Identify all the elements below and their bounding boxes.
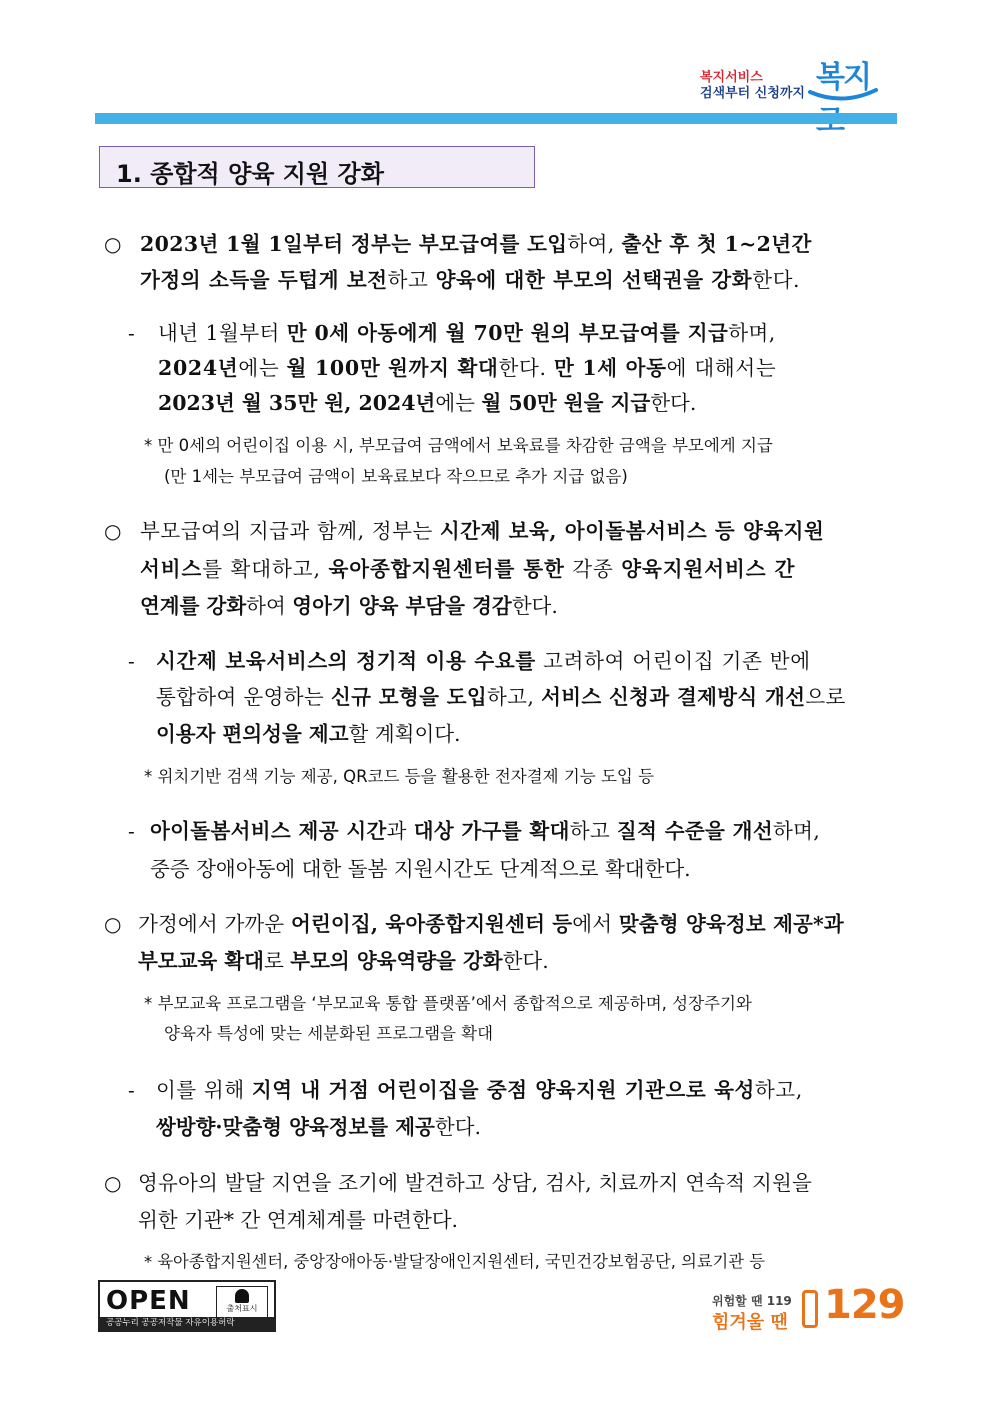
text-run: 통합하여 운영하는 <box>156 685 331 709</box>
paragraph-line <box>138 911 844 937</box>
text-run: 하고, <box>754 1078 803 1102</box>
paragraph-line <box>156 684 846 710</box>
dash-marker: - <box>128 819 135 843</box>
text-run: 으로 <box>805 685 846 709</box>
hotline-129-logo <box>712 1278 905 1336</box>
bold-text-run: 출산 후 첫 1~2년간 <box>621 232 812 256</box>
text-run: 하며, <box>728 321 776 345</box>
paragraph-line <box>140 556 795 582</box>
text-run: 한다. <box>752 268 801 292</box>
bold-text-run: 서비스 <box>140 557 203 581</box>
paragraph-line <box>150 856 691 882</box>
text-run: 내년 1월부터 <box>158 321 287 345</box>
paragraph-line <box>138 1170 812 1196</box>
text-run: 한다. <box>498 356 554 380</box>
bold-text-run: 월 100만 원까지 확대 <box>286 356 499 380</box>
bold-text-run: 질적 수준을 개선 <box>616 819 773 843</box>
paragraph-line <box>140 593 558 619</box>
brand-tagline-1: 복지서비스 <box>700 70 763 85</box>
bold-text-run: 영아기 양육 부담을 경감 <box>292 594 512 618</box>
text-run: 하고 <box>387 268 436 292</box>
header-bar <box>95 113 897 124</box>
phone-icon <box>802 1290 818 1328</box>
text-run: 중증 장애아동에 대한 돌봄 지원시간도 단계적으로 확대한다. <box>150 857 691 881</box>
text-run: 한다. <box>650 391 697 415</box>
text-run: 영유아의 발달 지연을 조기에 발견하고 상담, 검사, 치료까지 연속적 지원을 <box>138 1171 812 1195</box>
text-run: 로 <box>263 949 291 973</box>
bold-text-run: 신규 모형을 도입 <box>330 685 488 709</box>
dash-marker: - <box>128 321 135 345</box>
license-strip: 공공누리 공공저작물 자유이용허락 <box>100 1317 274 1330</box>
attribution-label: 출처표시 <box>226 1304 258 1313</box>
paragraph-line <box>158 390 696 416</box>
bold-text-run: 양육지원서비스 간 <box>621 557 796 581</box>
paragraph-line <box>138 948 549 974</box>
text-run: 하고, <box>487 685 542 709</box>
text-run: 할 계획이다. <box>348 722 461 746</box>
paragraph-line <box>158 355 776 381</box>
paragraph-line <box>140 231 812 257</box>
bold-text-run: 서비스 신청과 결제방식 개선 <box>541 685 806 709</box>
bullet-circle-icon: ○ <box>104 519 122 543</box>
bold-text-run: 만 1세 아동 <box>553 356 667 380</box>
bold-text-run: 맞춤형 양육정보 제공*과 <box>618 912 844 936</box>
text-run: 하고 <box>569 819 617 843</box>
bold-text-run: 2023년 1월 1일부터 정부는 부모급여를 도입 <box>140 232 568 256</box>
bold-text-run: 아이돌봄서비스 제공 시간 <box>150 819 387 843</box>
text-run: 한다. <box>434 1115 481 1139</box>
bold-text-run: 시간제 보육서비스의 정기적 이용 수요를 <box>156 649 536 673</box>
footnote-line: * 만 0세의 어린이집 이용 시, 부모급여 금액에서 보육료를 차감한 금액을 부모에게 지급 <box>144 436 773 455</box>
paragraph-line <box>150 818 820 844</box>
dash-marker: - <box>128 649 135 673</box>
text-run: 각종 <box>564 557 622 581</box>
bold-text-run: 양육에 대한 부모의 선택권을 강화 <box>435 268 753 292</box>
bold-text-run: 2023년 월 35만 원, 2024년 <box>158 391 436 415</box>
bold-text-run: 시간제 보육, 아이돌봄서비스 등 양육지원 <box>439 519 825 543</box>
footnote-line: * 부모교육 프로그램을 ‘부모교육 통합 플랫폼’에서 종합적으로 제공하며, 성장주기와 <box>144 994 752 1013</box>
logo-swoosh-icon <box>808 88 878 104</box>
footnote-line: * 육아종합지원센터, 중앙장애아동·발달장애인지원센터, 국민건강보험공단, 의료기관 등 <box>144 1252 765 1271</box>
bold-text-run: 어린이집, 육아종합지원센터 등 <box>291 912 573 936</box>
text-run: 에는 <box>238 356 287 380</box>
bold-text-run: 육아종합지원센터를 통한 <box>328 557 565 581</box>
brand-logo-area <box>690 48 890 108</box>
text-run: 가정에서 가까운 <box>138 912 292 936</box>
text-run: 하며, <box>772 819 821 843</box>
text-run: 한다. <box>511 594 558 618</box>
text-run: 를 확대하고, <box>202 557 329 581</box>
bold-text-run: 월 50만 원을 지급 <box>481 391 651 415</box>
paragraph-line <box>158 320 776 346</box>
paragraph-line <box>156 648 811 674</box>
hotline-line-1: 위험할 땐 119 <box>712 1294 792 1308</box>
paragraph-line <box>156 1077 803 1103</box>
section-title: 1. 종합적 양육 지원 강화 <box>116 160 384 188</box>
text-run: 하여 <box>246 594 293 618</box>
text-run: 위한 기관* 간 연계체계를 마련한다. <box>138 1208 459 1232</box>
text-run: 하여, <box>567 232 622 256</box>
paragraph-line <box>138 1207 458 1233</box>
kogl-open-license <box>98 1280 276 1332</box>
bold-text-run: 부모의 양육역량을 강화 <box>290 949 503 973</box>
bold-text-run: 만 0세 아동에게 월 70만 원의 부모급여를 지급 <box>286 321 729 345</box>
bold-text-run: 연계를 강화 <box>140 594 247 618</box>
footnote-line: 양육자 특성에 맞는 세분화된 프로그램을 확대 <box>164 1024 494 1043</box>
attribution-badge-icon <box>216 1286 268 1318</box>
bokjiro-logo: 복지 <box>816 60 870 95</box>
bullet-circle-icon: ○ <box>104 1171 122 1195</box>
bold-text-run: 대상 가구를 확대 <box>413 819 570 843</box>
bullet-circle-icon: ○ <box>104 912 122 936</box>
bold-text-run: 쌍방향·맞춤형 양육정보를 제공 <box>156 1115 435 1139</box>
footnote-line: (만 1세는 부모급여 금액이 보육료보다 작으므로 추가 지급 없음) <box>164 467 628 486</box>
open-label: OPEN <box>106 1286 191 1316</box>
hotline-line-2: 힘겨울 땐 <box>712 1312 788 1333</box>
bold-text-run: 가정의 소득을 두텁게 보전 <box>140 268 388 292</box>
section-title-box <box>99 146 535 188</box>
bold-text-run: 2024년 <box>158 356 239 380</box>
bullet-circle-icon: ○ <box>104 232 122 256</box>
footnote-line: * 위치기반 검색 기능 제공, QR코드 등을 활용한 전자결제 기능 도입 등 <box>144 767 655 786</box>
bold-text-run: 이용자 편의성을 제고 <box>156 722 349 746</box>
text-run: 에는 <box>435 391 482 415</box>
text-run: 고려하여 어린이집 기존 반에 <box>535 649 811 673</box>
text-run: 한다. <box>502 949 549 973</box>
text-run: 이를 위해 <box>156 1078 252 1102</box>
paragraph-line <box>140 267 800 293</box>
brand-tagline-2: 검색부터 신청까지 <box>700 86 805 101</box>
text-run: 부모급여의 지급과 함께, 정부는 <box>140 519 440 543</box>
paragraph-line <box>156 721 461 747</box>
person-icon <box>235 1289 249 1303</box>
paragraph-line <box>156 1114 481 1140</box>
text-run: 에서 <box>572 912 619 936</box>
text-run: 과 <box>386 819 414 843</box>
paragraph-line <box>140 518 824 544</box>
hotline-number: 129 <box>824 1282 905 1328</box>
bold-text-run: 부모교육 확대 <box>138 949 264 973</box>
dash-marker: - <box>128 1078 135 1102</box>
text-run: 에 대해서는 <box>666 356 777 380</box>
bold-text-run: 지역 내 거점 어린이집을 중점 양육지원 기관으로 육성 <box>251 1078 755 1102</box>
